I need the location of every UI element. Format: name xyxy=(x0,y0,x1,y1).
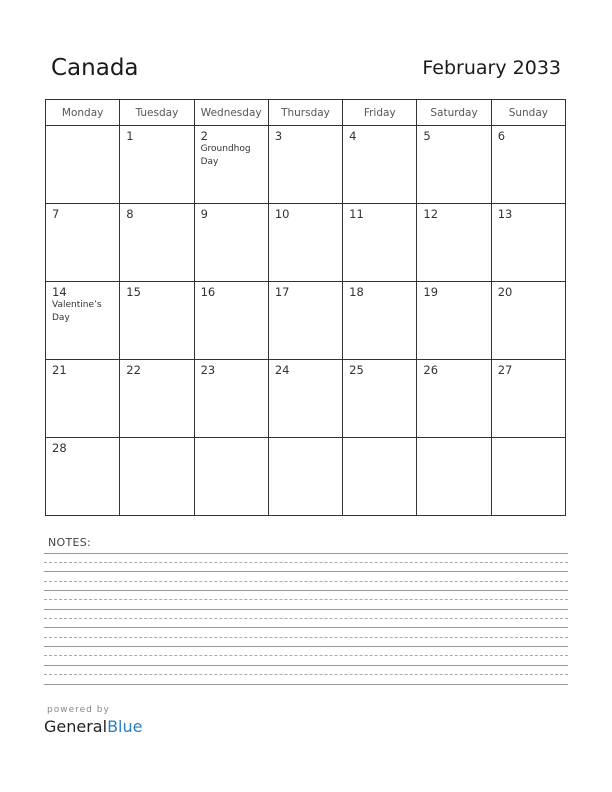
day-number: 8 xyxy=(126,207,134,221)
day-number: 1 xyxy=(126,129,134,143)
day-number xyxy=(269,438,342,441)
notes-line xyxy=(44,618,568,619)
week-row xyxy=(46,438,566,516)
day-number xyxy=(417,438,490,441)
day-cell xyxy=(120,438,194,516)
day-number: 25 xyxy=(349,363,364,377)
day-cell xyxy=(343,126,417,204)
notes-line xyxy=(44,609,568,610)
day-number xyxy=(195,438,268,441)
day-cell xyxy=(491,282,565,360)
day-cell xyxy=(491,438,565,516)
day-number: 15 xyxy=(126,285,141,299)
weekday-header-row xyxy=(46,100,566,126)
day-cell xyxy=(268,360,342,438)
notes-line xyxy=(44,674,568,675)
day-number: 4 xyxy=(349,129,357,143)
weekday-sunday: Sunday xyxy=(491,100,565,126)
day-number xyxy=(120,438,193,441)
week-row xyxy=(46,204,566,282)
day-number: 18 xyxy=(349,285,364,299)
day-number: 17 xyxy=(274,285,290,299)
notes-line xyxy=(44,627,568,628)
day-cell xyxy=(417,438,491,516)
day-number xyxy=(46,126,119,129)
day-number: 10 xyxy=(274,207,290,221)
day-cell xyxy=(491,126,565,204)
day-cell xyxy=(491,204,565,282)
weekday-saturday: Saturday xyxy=(417,100,491,126)
day-number: 9 xyxy=(200,207,208,221)
week-row xyxy=(46,126,566,204)
day-cell xyxy=(343,282,417,360)
day-number: 21 xyxy=(52,363,67,377)
day-number: 5 xyxy=(423,129,431,143)
day-number: 26 xyxy=(423,363,439,377)
day-cell xyxy=(343,204,417,282)
notes-line xyxy=(44,581,568,582)
calendar-grid xyxy=(45,99,566,516)
day-cell xyxy=(268,126,342,204)
day-cell xyxy=(120,204,194,282)
day-cell xyxy=(417,126,491,204)
day-cell xyxy=(194,438,268,516)
day-cell xyxy=(268,204,342,282)
day-cell xyxy=(343,360,417,438)
week-row xyxy=(46,360,566,438)
day-number xyxy=(343,438,416,441)
day-number: 16 xyxy=(200,285,216,299)
day-cell xyxy=(46,438,120,516)
day-cell xyxy=(417,204,491,282)
holiday-label: Valentine’s Day xyxy=(52,300,102,323)
country-title: Canada xyxy=(51,55,139,81)
holiday-label: Groundhog Day xyxy=(200,144,251,167)
day-number: 24 xyxy=(274,363,290,377)
day-number xyxy=(492,438,565,441)
weekday-friday: Friday xyxy=(343,100,417,126)
day-cell xyxy=(120,360,194,438)
day-number: 28 xyxy=(52,441,67,455)
day-cell xyxy=(491,360,565,438)
brand-general: General xyxy=(44,717,108,736)
day-cell xyxy=(46,204,120,282)
day-cell xyxy=(343,438,417,516)
notes-label: NOTES: xyxy=(48,536,92,549)
week-row xyxy=(46,282,566,360)
notes-line xyxy=(44,571,568,572)
day-cell xyxy=(46,282,120,360)
day-cell xyxy=(194,282,268,360)
weekday-monday: Monday xyxy=(46,100,120,126)
notes-line xyxy=(44,553,568,554)
powered-by-label: powered by xyxy=(47,705,110,715)
notes-line xyxy=(44,646,568,647)
day-number: 12 xyxy=(423,207,439,221)
notes-line xyxy=(44,590,568,591)
day-cell xyxy=(417,282,491,360)
day-cell xyxy=(268,282,342,360)
day-number: 14 xyxy=(52,285,67,299)
weekday-tuesday: Tuesday xyxy=(120,100,194,126)
brand-blue: Blue xyxy=(107,717,143,736)
notes-line xyxy=(44,655,568,656)
month-title: February 2033 xyxy=(422,57,561,79)
day-number: 7 xyxy=(52,207,60,221)
day-cell xyxy=(46,360,120,438)
day-number: 2 xyxy=(200,129,208,143)
notes-line xyxy=(44,684,568,685)
notes-line xyxy=(44,665,568,666)
day-cell xyxy=(268,438,342,516)
day-cell xyxy=(120,282,194,360)
day-cell xyxy=(194,360,268,438)
day-number: 11 xyxy=(349,207,364,221)
day-number: 23 xyxy=(200,363,216,377)
day-cell xyxy=(194,126,268,204)
day-cell xyxy=(46,126,120,204)
day-number: 22 xyxy=(126,363,141,377)
day-cell xyxy=(194,204,268,282)
notes-line xyxy=(44,599,568,600)
day-number: 3 xyxy=(274,129,283,143)
notes-line xyxy=(44,562,568,563)
day-number: 13 xyxy=(497,207,513,221)
day-number: 19 xyxy=(423,285,439,299)
notes-line xyxy=(44,637,568,638)
day-number: 27 xyxy=(497,363,513,377)
weekday-wednesday: Wednesday xyxy=(194,100,268,126)
weekday-thursday: Thursday xyxy=(268,100,342,126)
brand-logo xyxy=(44,717,142,736)
day-number: 20 xyxy=(497,285,513,299)
day-number: 6 xyxy=(497,129,506,143)
day-cell xyxy=(120,126,194,204)
day-cell xyxy=(417,360,491,438)
